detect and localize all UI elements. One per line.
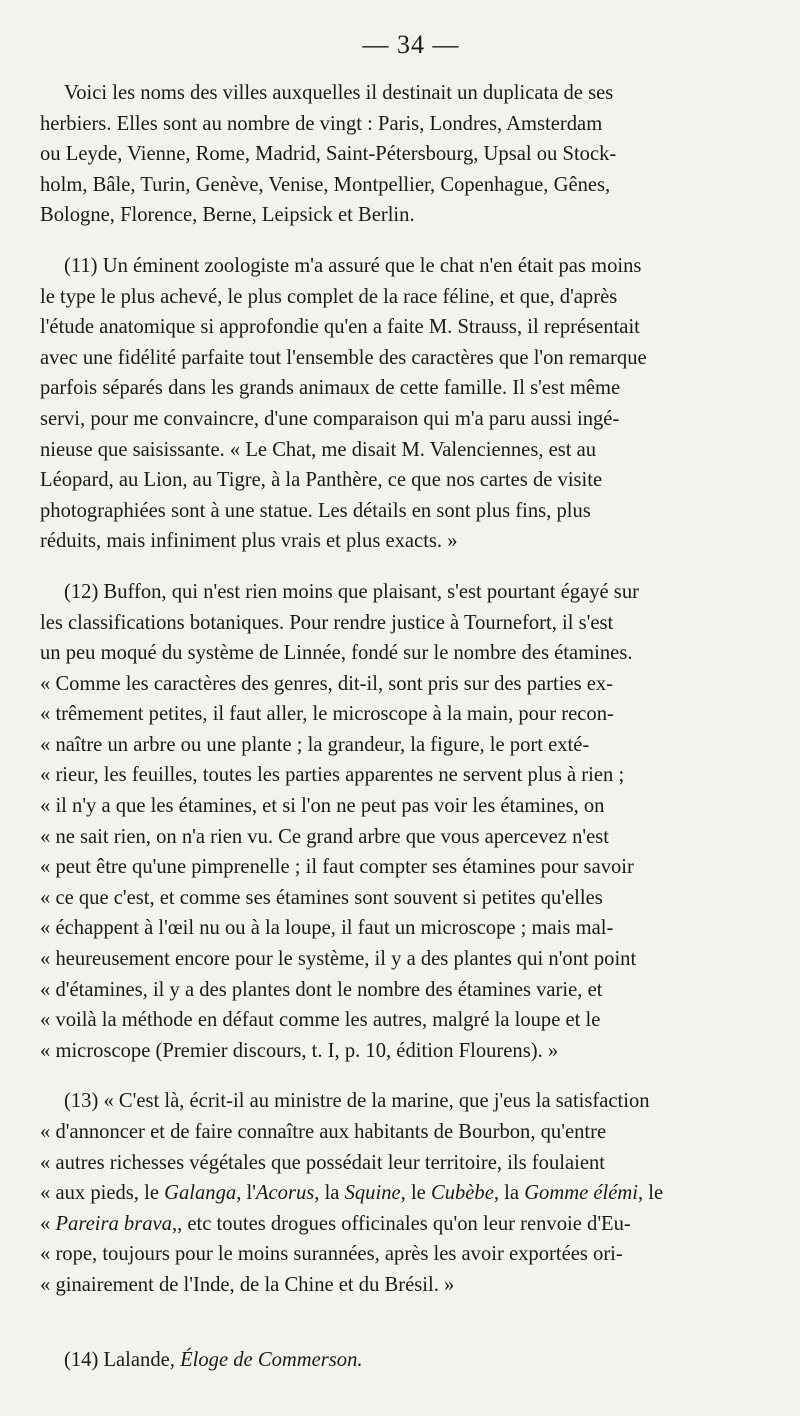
text-line bbox=[40, 1209, 762, 1240]
text-line: « peut être qu'une pimprenelle ; il faut compter ses étamines pour savoir bbox=[40, 856, 634, 879]
text-line: l'étude anatomique si approfondie qu'en a faite M. Strauss, il représentait bbox=[40, 316, 640, 339]
text-line: holm, Bâle, Turin, Genève, Venise, Montpellier, Copenhague, Gênes, bbox=[40, 173, 611, 196]
text-line: « ce que c'est, et comme ses étamines sont souvent si petites qu'elles bbox=[40, 886, 603, 909]
text-line: photographiées sont à une statue. Les détails en sont plus fins, plus bbox=[40, 499, 591, 522]
italic-term: Cubèbe bbox=[430, 1182, 494, 1205]
text-line: ou Leyde, Vienne, Rome, Madrid, Saint-Pétersbourg, Upsal ou Stock- bbox=[40, 143, 617, 166]
text-line: (11) Un éminent zoologiste m'a assuré que le chat n'en était pas moins bbox=[64, 254, 642, 277]
text-line: « ne sait rien, on n'a rien vu. Ce grand arbre que vous apercevez n'est bbox=[40, 825, 609, 848]
paragraph-cities bbox=[40, 78, 762, 231]
text-line: « trêmement petites, il faut aller, le microscope à la main, pour recon- bbox=[40, 703, 614, 726]
footnote-11 bbox=[40, 251, 762, 557]
text-line: avec une fidélité parfaite tout l'ensemble des caractères que l'on remarque bbox=[40, 346, 647, 369]
text-run: , le bbox=[400, 1182, 431, 1205]
text-line: « naître un arbre ou une plante ; la grandeur, la figure, le port exté- bbox=[40, 733, 590, 756]
text-line: « voilà la méthode en défaut comme les autres, malgré la loupe et le bbox=[40, 1009, 601, 1032]
text-line: herbiers. Elles sont au nombre de vingt : Paris, Londres, Amsterdam bbox=[40, 112, 603, 135]
text-line: « microscope (Premier discours, t. I, p. 10, édition Flourens). » bbox=[40, 1039, 559, 1062]
page-number: — 34 — bbox=[362, 30, 460, 59]
italic-term: Galanga bbox=[164, 1182, 237, 1205]
text-line: « d'annoncer et de faire connaître aux habitants de Bourbon, qu'entre bbox=[40, 1121, 607, 1143]
text-line: (12) Buffon, qui n'est rien moins que plaisant, s'est pourtant égayé sur bbox=[64, 580, 639, 603]
text-line bbox=[40, 1178, 762, 1209]
text-run: (14) Lalande, bbox=[64, 1348, 181, 1371]
text-line: Voici les noms des villes auxquelles il destinait un duplicata de ses bbox=[64, 82, 614, 104]
text-line: « Comme les caractères des genres, dit-il, sont pris sur des parties ex- bbox=[40, 672, 614, 695]
footnote-12 bbox=[40, 577, 762, 1067]
text-line: « rope, toujours pour le moins surannées, après les avoir exportées ori- bbox=[40, 1243, 623, 1266]
text-line: réduits, mais infiniment plus vrais et plus exacts. » bbox=[40, 530, 458, 553]
text-line: parfois séparés dans les grands animaux de cette famille. Il s'est même bbox=[40, 377, 621, 400]
text-line: les classifications botaniques. Pour rendre justice à Tournefort, il s'est bbox=[40, 611, 614, 634]
text-line: servi, pour me convaincre, d'une comparaison qui m'a paru aussi ingé- bbox=[40, 407, 620, 430]
text-run: ,, etc toutes drogues officinales qu'on leur renvoie d'Eu- bbox=[171, 1212, 631, 1235]
text-run: , la bbox=[493, 1182, 525, 1205]
italic-term: Pareira brava bbox=[55, 1212, 172, 1235]
text-line: « échappent à l'œil nu ou à la loupe, il faut un microscope ; mais mal- bbox=[40, 917, 614, 940]
text-line: « heureusement encore pour le système, il y a des plantes qui n'ont point bbox=[40, 948, 637, 971]
text-line: nieuse que saisissante. « Le Chat, me disait M. Valenciennes, est au bbox=[40, 438, 597, 461]
text-line: (13) « C'est là, écrit-il au ministre de la marine, que j'eus la satisfaction bbox=[64, 1090, 650, 1113]
text-line: un peu moqué du système de Linnée, fondé sur le nombre des étamines. bbox=[40, 642, 633, 665]
text-run: « aux pieds, le bbox=[40, 1182, 165, 1205]
text-line: « rieur, les feuilles, toutes les parties apparentes ne servent plus à rien ; bbox=[40, 764, 625, 787]
text-run: , la bbox=[314, 1182, 345, 1205]
text-line: le type le plus achevé, le plus complet de la race féline, et que, d'après bbox=[40, 285, 618, 308]
text-line: « d'étamines, il y a des plantes dont le nombre des étamines varie, et bbox=[40, 978, 603, 1001]
footnote-13 bbox=[40, 1086, 762, 1300]
italic-term: Acorus bbox=[255, 1182, 315, 1205]
text-line bbox=[40, 1345, 762, 1376]
italic-term: Gomme élémi bbox=[524, 1182, 638, 1205]
italic-term: Squine bbox=[344, 1182, 401, 1205]
text-run: , l' bbox=[236, 1182, 256, 1205]
footnote-14 bbox=[40, 1345, 762, 1376]
text-line: Bologne, Florence, Berne, Leipsick et Berlin. bbox=[40, 204, 415, 227]
text-line: « ginairement de l'Inde, de la Chine et du Brésil. » bbox=[40, 1273, 455, 1296]
text-run: , le bbox=[638, 1182, 664, 1205]
text-run: « bbox=[40, 1212, 56, 1235]
text-line: « autres richesses végétales que possédait leur territoire, ils foulaient bbox=[40, 1151, 605, 1174]
text-line: « il n'y a que les étamines, et si l'on ne peut pas voir les étamines, on bbox=[40, 795, 605, 818]
text-line: Léopard, au Lion, au Tigre, à la Panthère, ce que nos cartes de visite bbox=[40, 469, 603, 492]
italic-title: Éloge de Commerson. bbox=[180, 1348, 363, 1371]
